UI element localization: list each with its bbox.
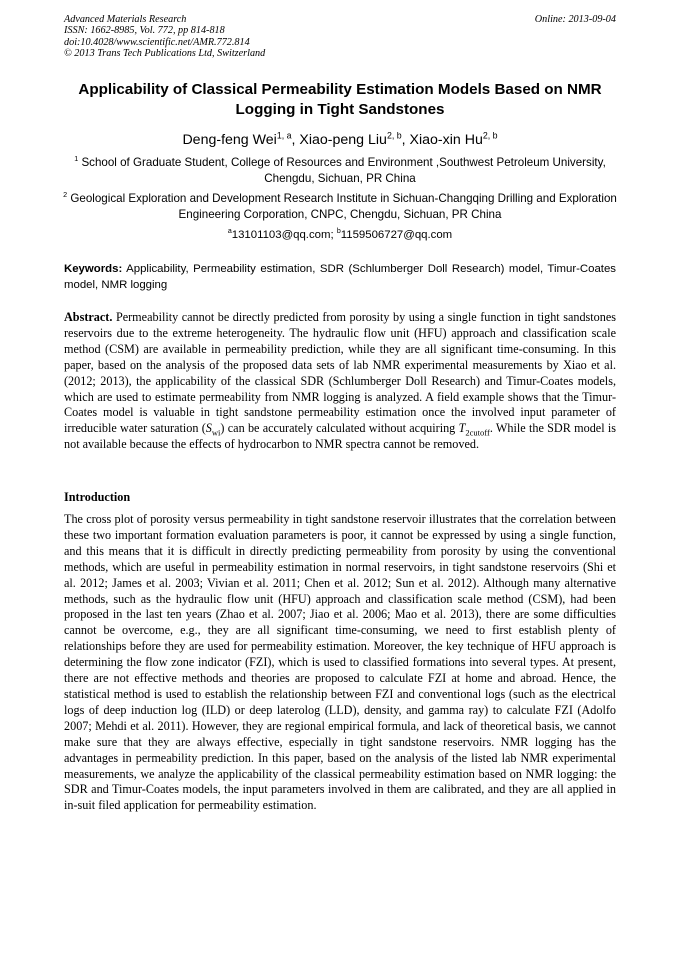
abstract-text: . While the SDR model is not available because the effects of hydrocarbon to NMR spectra cannot be removed.: [64, 421, 617, 452]
online-date: Online: 2013-09-04: [534, 14, 616, 25]
abstract-text: ) can be accurately calculated without acquiring: [220, 421, 459, 436]
t2-subscript: 2cutoff: [465, 427, 490, 438]
affiliation-1: [60, 155, 620, 186]
journal-name: Advanced Materials Research: [64, 14, 187, 25]
email-mark: a: [227, 228, 232, 236]
swi-variable: S: [205, 421, 212, 436]
keywords-block: [64, 262, 616, 293]
author-separator: ,: [401, 132, 410, 148]
affiliation-text: School of Graduate Student, College of Resources and Environment ,Southwest Petroleum University, Chengdu, Sichuan, PR China: [81, 156, 606, 185]
keywords-label: Keywords:: [64, 263, 123, 275]
email-address: 1159506727@qq.com: [340, 229, 453, 241]
journal-doi: doi:10.4028/www.scientific.net/AMR.772.814: [64, 36, 250, 48]
author-name: Deng-feng Wei: [182, 132, 277, 148]
journal-copyright: © 2013 Trans Tech Publications Ltd, Switzerland: [64, 48, 266, 60]
abstract-block: [64, 310, 616, 453]
swi-subscript: wi: [211, 427, 221, 438]
section-heading-introduction: Introduction: [64, 490, 131, 504]
author-affiliation-mark: 2, b: [482, 130, 498, 141]
t2-variable: T: [458, 421, 466, 436]
abstract-text: Permeability cannot be directly predicted from porosity by using a single function in tight sandstones reservoirs due to the extreme heterogeneity. The hydraulic flow unit (HFU) approach and classification scale method (CSM) are available in permeability prediction, while they are all significant time-consuming. In this paper, based on the analysis of the proposed data sets of lab NMR experimental measurements by Xiao et al. (2012; 2013), the applicability of the classical SDR (Schlumberger Doll Research) and Timur-Coates models, which are used to estimate permeability from NMR logging is analyzed. A field example shows that the Timur-Coates model is valuable in tight sandstone permeability estimation once the involved input parameter of irreducible water saturation (: [64, 310, 617, 436]
abstract-label: Abstract.: [64, 310, 113, 324]
journal-header: [64, 14, 616, 60]
email-address: 13101103@qq.com;: [231, 229, 334, 241]
introduction-paragraph: The cross plot of porosity versus permeability in tight sandstone reservoir illustrates that the correlation between these two important formation evaluation parameters is poor, it cannot be expressed by using a single function, and this means that it is difficult in directly predicting permeability from porosity by using the conventional methods, which are useful in permeability estimation in normal reservoirs, in tight sandstone reservoirs (Shi et al. 2012; James et al. 2003; Vivian et al. 2011; Chen et al. 2012; Sun et al. 2012). Although many alternative methods, such as the hydraulic flow unit (HFU) approach and classification scale method (CSM), had been proposed in the last ten years (Zhao et al. 2007; Jiao et al. 2006; Mao et al. 2013), there are some difficulties cannot be overcome, e.g., they are all significant time-consuming, we need to first establish plenty of relationships before they are used for permeability estimation. Moreover, the key technique of HFU approach is determining the flow zone indicator (FZI), which is used to classified formations into several types. At present, there are not effective methods and theories are proposed to calculate FZI at home and abroad. Hence, the statistical method is used to establish the relationship between FZI and conventional logs (such as the electrical logs of deep induction log (ILD) or deep laterolog (LLD), density, and gamma ray) to calculate FZI (Adolfo 2007; Mehdi et al. 2011). However, they are regional empirical formula, and lack of theoretical basis, we cannot make sure that they are always effective, especially in tight sandstone reservoirs. NMR logging has the advantages in permeability prediction. In this paper, based on the analysis of the listed lab NMR experimental measurements, we analyze the applicability of the classical permeability estimation based on NMR logging: the SDR and Timur-Coates models, the input parameters involved in them are calibrated, and they are all applied in in-suit filed application for permeability estimation.: [64, 512, 616, 813]
author-list: [40, 131, 640, 149]
author-separator: ,: [291, 132, 300, 148]
author-name: Xiao-xin Hu: [409, 132, 483, 148]
author-name: Xiao-peng Liu: [299, 132, 387, 148]
author-affiliation-mark: 2, b: [386, 130, 402, 141]
affiliation-number: 1: [74, 154, 79, 164]
author-affiliation-mark: 1, a: [276, 130, 292, 141]
affiliation-number: 2: [63, 190, 68, 200]
author-emails: [40, 228, 640, 243]
affiliation-2: [60, 191, 620, 222]
journal-issn: ISSN: 1662-8985, Vol. 772, pp 814-818: [64, 25, 225, 37]
paper-title: Applicability of Classical Permeability Estimation Models Based on NMR Logging in Tight Sandstones: [78, 81, 602, 118]
keywords-text: Applicability, Permeability estimation, SDR (Schlumberger Doll Research) model, Timur-Coates model, NMR logging: [64, 263, 616, 291]
journal-info: [64, 14, 616, 60]
email-mark: b: [336, 228, 341, 236]
affiliation-text: Geological Exploration and Development Research Institute in Sichuan-Changqing Drilling and Exploration Engineering Corporation, CNPC, Chengdu, Sichuan, PR China: [70, 192, 617, 221]
